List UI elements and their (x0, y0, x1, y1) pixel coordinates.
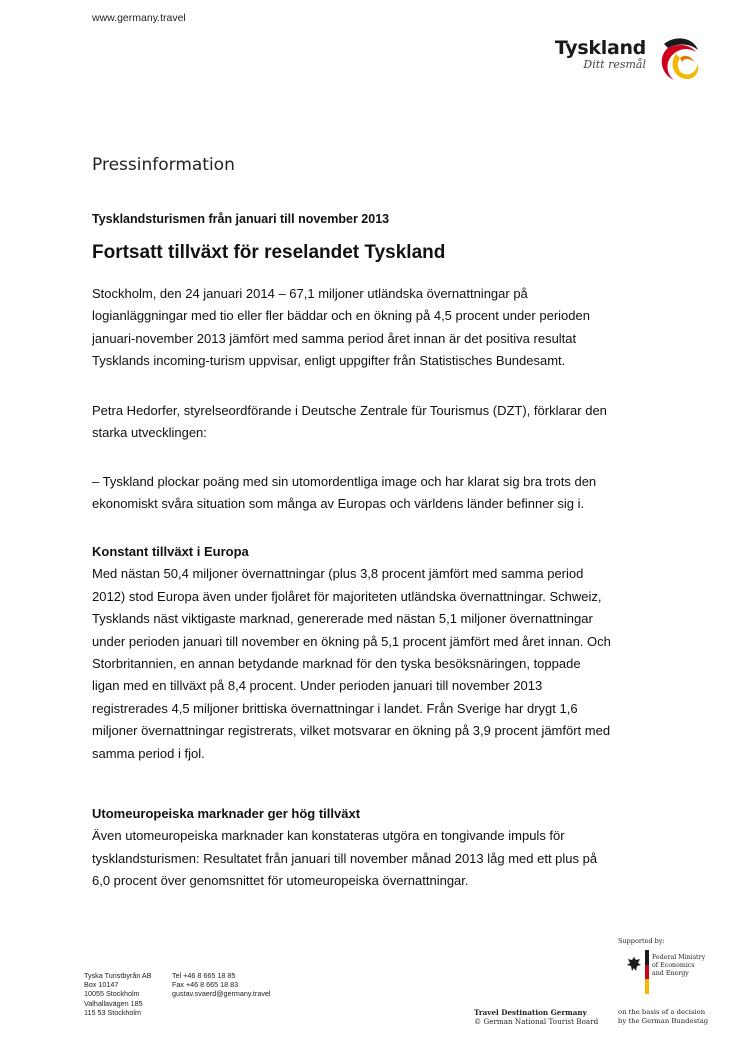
text-line: samma period i fjol. (92, 745, 205, 761)
kicker-heading: Tysklandsturismen från januari till november 2013 (92, 212, 390, 226)
flag-stripe-gold (645, 979, 649, 994)
text-line: Storbritannien, en annan betydande marknad för den tyska besöksnäringen, toppade (92, 656, 581, 672)
text-line: under perioden januari till november en ökning på 5,1 procent jämfört med året innan. Och (92, 633, 611, 649)
decision-line: by the German Bundestag (618, 1017, 709, 1026)
headline: Fortsatt tillväxt för reselandet Tyskland (92, 242, 446, 263)
tdg-subtitle: © German National Tourist Board (474, 1017, 599, 1027)
address-line: Box 10147 (84, 980, 119, 990)
tdg-title: Travel Destination Germany (474, 1008, 587, 1017)
footer-contact (172, 971, 271, 999)
ministry-line: and Energy (652, 970, 689, 977)
federal-eagle-icon (626, 956, 642, 972)
brand-name: Tyskland (554, 37, 646, 59)
section-overseas (92, 803, 652, 893)
text-line: Även utomeuropeiska marknader kan konstateras utgöra en tongivande impuls för (92, 828, 565, 844)
address-line: 115 53 Stockholm (84, 1007, 142, 1017)
brand-logotype (546, 38, 646, 71)
quote-intro-paragraph (92, 400, 652, 445)
contact-email: gustav.svaerd@germany.travel (172, 989, 271, 999)
text-line: 6,0 procent över genomsnittet för utomeuropeiska övernattningar. (92, 873, 469, 889)
tyskland-swoosh-logo-icon (650, 34, 702, 90)
text-line: tysklandsturismen: Resultatet från januari till november månad 2013 låg med ett plus på (92, 850, 598, 866)
section-heading: Utomeuropeiska marknader ger hög tillväxt (92, 806, 361, 821)
decision-line: on the basis of a decision (618, 1008, 706, 1016)
text-line: Petra Hedorfer, styrelseordförande i Deutsche Zentrale für Tourismus (DZT), förklarar den (92, 403, 607, 418)
text-line: starka utvecklingen: (92, 425, 207, 441)
text-line: ekonomiskt svåra situation som många av Europas och världens länder befinner sig i. (92, 496, 585, 512)
flag-stripe-red (645, 965, 649, 980)
text-line: Med nästan 50,4 miljoner övernattningar (plus 3,8 procent jämfört med samma period (92, 566, 584, 582)
quote-paragraph (92, 471, 652, 516)
address-line: Valhallavägen 185 (84, 998, 143, 1008)
text-line: logianläggningar med tio eller fler bäddar och en ökning på 4,5 procent under perioden (92, 308, 590, 324)
address-line: Tyska Turistbyrån AB (84, 971, 152, 980)
contact-phone: Tel +46 8 665 18 85 (172, 971, 236, 980)
text-line: ligan med en tillväxt på 8,4 procent. Under perioden januari till november 2013 (92, 678, 543, 694)
website-url: www.germany.travel (92, 12, 186, 24)
text-line: – Tyskland plockar poäng med sin utomordentliga image och har klarat sig bra trots den (92, 474, 597, 489)
document-type-label: Pressinformation (92, 155, 235, 175)
brand-tagline: Ditt resmål (583, 58, 646, 71)
text-line: Tysklands incoming-turism uppvisar, enligt uppgifter från Statistisches Bundesamt. (92, 353, 566, 369)
text-line: 2012) stod Europa även under fjolåret för majoriteten utländska övernattningar. Schweiz, (92, 588, 602, 604)
text-line: januari-november 2013 jämfört med samma period året innan är det positiva resultat (92, 330, 577, 346)
address-line: 10055 Stockholm (84, 989, 140, 999)
ministry-line: Federal Ministry (652, 954, 706, 961)
ministry-name (652, 954, 705, 978)
supported-by-label: Supported by: (618, 937, 665, 945)
contact-fax: Fax +46 8 665 18 83 (172, 980, 239, 990)
german-flag-bar (645, 950, 649, 994)
intro-paragraph (92, 283, 652, 373)
text-line: Stockholm, den 24 januari 2014 – 67,1 miljoner utländska övernattningar på (92, 286, 528, 301)
section-europe (92, 541, 652, 765)
flag-stripe-black (645, 950, 649, 965)
footer-address (84, 971, 152, 1017)
text-line: registrerades 4,5 miljoner brittiska övernattningar i landet. Från Sverige har drygt 1,6 (92, 700, 578, 716)
footer-tdg (474, 1008, 598, 1026)
swoosh-inner (680, 56, 694, 62)
text-line: miljoner övernattningar registrerats, vilket motsvarar en ökning på 3,9 procent jämfört med (92, 723, 611, 739)
ministry-line: of Economics (652, 962, 695, 969)
section-heading: Konstant tillväxt i Europa (92, 544, 249, 559)
bundestag-decision (618, 1008, 708, 1026)
text-line: Tysklands näst viktigaste marknad, genererade med nästan 5,1 miljoner övernattningar (92, 611, 593, 627)
